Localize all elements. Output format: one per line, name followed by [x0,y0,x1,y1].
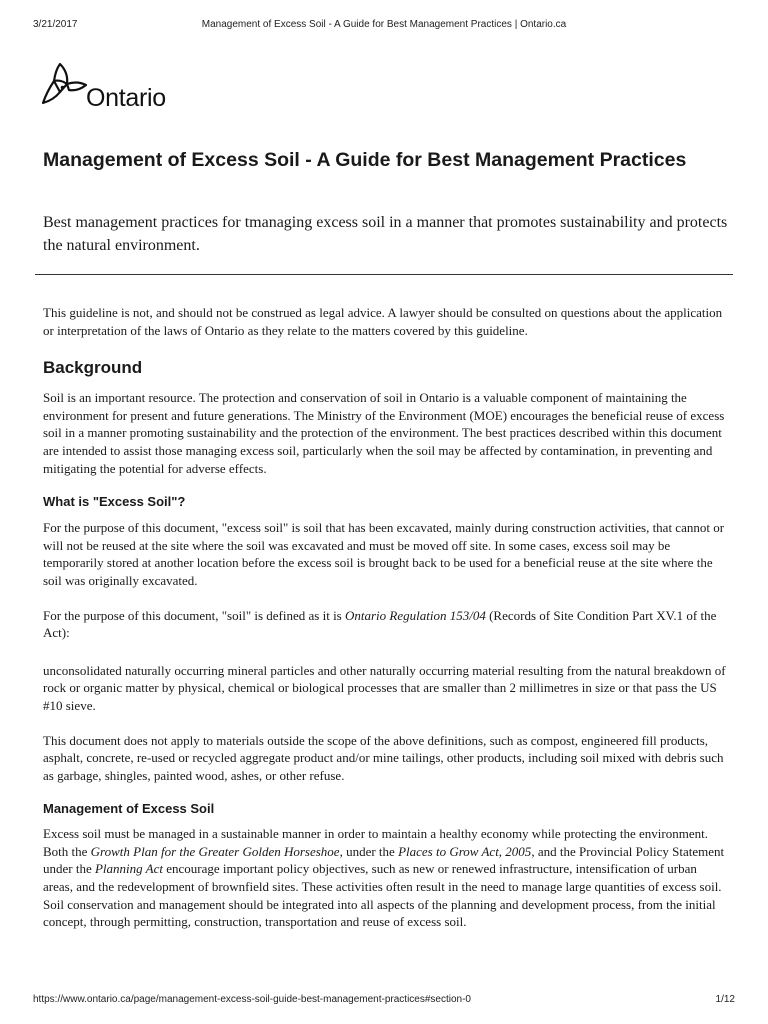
management-text-1: Excess soil must be managed in a sustainable manner in order to maintain a healthy economy while protecting the environment. Both the [43,826,708,859]
trillium-icon [40,60,88,110]
ontario-wordmark: Ontario [86,84,166,112]
management-text-2: , under the [339,843,399,859]
header-divider [35,274,733,275]
planning-act-reference: Planning Act [94,861,163,877]
main-content [43,304,728,931]
places-to-grow-reference: Places to Grow Act, 2005 [398,843,532,859]
background-paragraph: Soil is an important resource. The protection and conservation of soil in Ontario is a valuable component of maintaining the environment for present and future generations. The Ministry of the Environment (MOE) encourages the beneficial reuse of excess soil in a manner promoting sustainability and the protection of the environment. The best practices described within this document are intended to assist those managing excess soil, particularly when the soil may be affected by contamination, in preventing and mitigating the potential for adverse effects. [43,390,725,476]
section-heading-background: Background [43,358,143,378]
ontario-logo[interactable] [40,60,180,112]
soil-definition-text: For the purpose of this document, "soil" is defined as it is [43,607,345,623]
legal-disclaimer: This guideline is not, and should not be construed as legal advice. A lawyer should be consulted on questions about the application or interpretation of the laws of Ontario as they relate to the matters covered by this guideline. [43,305,723,338]
print-page-title: Management of Excess Soil - A Guide for Best Management Practices | Ontario.ca [201,19,567,30]
page-subtitle: Best management practices for tmanaging excess soil in a manner that promotes sustainability and protects the natural environment. [43,214,728,254]
excess-soil-definition-paragraph: For the purpose of this document, "excess soil" is soil that has been excavated, mainly during construction activities, that cannot or will not be reused at the site where the soil was excavated and must be moved off site. In some cases, excess soil may be temporarily stored at another location before the excess soil is brought back to be used for a beneficial reuse at the site where the soil was originally excavated. [43,520,725,588]
print-header [0,0,768,30]
page-title: Management of Excess Soil - A Guide for Best Management Practices [43,149,687,171]
soil-definition-paragraph [43,607,728,642]
management-text-4: encourage important policy objectives, such as new or renewed infrastructure, intensification of urban areas, and the redevelopment of brownfield sites. These activities often result in the need to manage large quantities of excess soil. Soil conservation and management should be integrated into all aspects of the planning and development process, from the initial concept, through permitting, construction, transportation and reuse of excess soil. [43,861,722,930]
regulation-reference: Ontario Regulation 153/04 [345,607,486,623]
section-heading-management: Management of Excess Soil [43,801,215,817]
print-date: 3/21/2017 [33,19,78,30]
management-text-3: , and the Provincial Policy Statement under the [43,843,725,877]
print-footer [0,994,768,1014]
print-url: https://www.ontario.ca/page/management-excess-soil-guide-best-management-practices#section-0 [33,994,471,1005]
management-paragraph [43,825,728,931]
regulation-quote-paragraph: unconsolidated naturally occurring mineral particles and other naturally occurring material resulting from the natural breakdown of rock or organic matter by physical, chemical or biological processes that are smaller than 2 millimetres in size or that pass the US #10 sieve. [43,662,726,713]
scope-exclusion-paragraph: This document does not apply to materials outside the scope of the above definitions, such as compost, engineered fill products, asphalt, concrete, re-used or recycled aggregate product and/or mine tailings, other products, including soil mixed with debris such as garbage, shingles, painted wood, ashes, or other refuse. [43,732,724,783]
soil-definition-text-end: (Records of Site Condition Part XV.1 of the Act): [43,607,717,641]
growth-plan-reference: Growth Plan for the Greater Golden Horseshoe [90,843,340,859]
page-number: 1/12 [715,994,735,1005]
section-heading-excess-soil: What is "Excess Soil"? [43,494,186,510]
